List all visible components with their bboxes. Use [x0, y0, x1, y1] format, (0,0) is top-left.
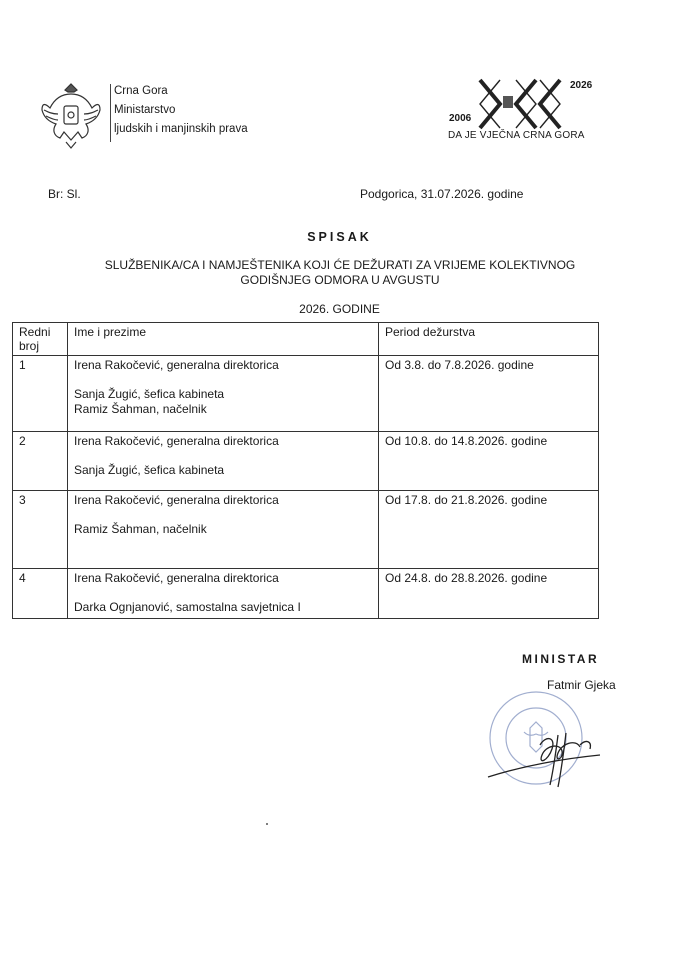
- document-year: 2026. GODINE: [299, 302, 380, 316]
- row-period: Od 24.8. do 28.8.2026. godine: [379, 569, 599, 619]
- staff-name: Ramiz Šahman, načelnik: [74, 522, 207, 536]
- row-number: 2: [13, 432, 68, 491]
- row-period: Od 10.8. do 14.8.2026. godine: [379, 432, 599, 491]
- table-row: [13, 569, 599, 619]
- staff-name: Sanja Žugić, šefica kabineta: [74, 463, 225, 477]
- staff-name: Irena Rakočević, generalna direktorica: [74, 571, 279, 585]
- row-names: [68, 356, 379, 432]
- table-row: [13, 432, 599, 491]
- column-header-name: Ime i prezime: [68, 323, 379, 356]
- row-period: Od 3.8. do 7.8.2026. godine: [379, 356, 599, 432]
- document-subtitle: [40, 258, 640, 288]
- staff-name: Sanja Žugić, šefica kabineta: [74, 387, 225, 401]
- row-number: 4: [13, 569, 68, 619]
- document-reference: Br: Sl.: [48, 187, 81, 201]
- table-row: [13, 491, 599, 569]
- ministry-line-country: Crna Gora: [114, 85, 168, 97]
- document-title: SPISAK: [307, 230, 372, 244]
- row-number: 1: [13, 356, 68, 432]
- row-names: [68, 432, 379, 491]
- staff-name: Irena Rakočević, generalna direktorica: [74, 434, 279, 448]
- table-header-row: [13, 323, 599, 356]
- jubilee-year-start: 2006: [449, 113, 472, 124]
- jubilee-motto: DA JE VJEČNA CRNA GORA: [448, 130, 585, 141]
- ministry-line-department: ljudskih i manjinskih prava: [114, 123, 248, 135]
- staff-name: Darka Ognjanović, samostalna savjetnica I: [74, 600, 301, 614]
- duty-schedule-table: [12, 322, 599, 619]
- ministry-line-ministry: Ministarstvo: [114, 104, 176, 116]
- staff-name: Ramiz Šahman, načelnik: [74, 402, 207, 416]
- row-names: [68, 491, 379, 569]
- place-and-date: Podgorica, 31.07.2026. godine: [360, 187, 524, 201]
- montenegro-coat-of-arms-icon: [40, 80, 102, 150]
- row-period: Od 17.8. do 21.8.2026. godine: [379, 491, 599, 569]
- row-names: [68, 569, 379, 619]
- header-divider: [110, 84, 111, 142]
- subtitle-line: GODIŠNJEG ODMORA U AVGUSTU: [240, 273, 440, 287]
- row-number: 3: [13, 491, 68, 569]
- column-header-number: Redni broj: [13, 323, 68, 356]
- subtitle-line: SLUŽBENIKA/CA I NAMJEŠTENIKA KOJI ĆE DEŽURATI ZA VRIJEME KOLEKTIVNOG: [104, 258, 576, 272]
- ministry-name-block: [114, 82, 248, 139]
- staff-name: Irena Rakočević, generalna direktorica: [74, 358, 279, 372]
- staff-name: Irena Rakočević, generalna direktorica: [74, 493, 279, 507]
- scan-speck: [266, 823, 268, 825]
- table-row: [13, 356, 599, 432]
- jubilee-year-end: 2026: [570, 80, 593, 91]
- signatory-role: MINISTAR: [522, 652, 600, 666]
- column-header-period: Period dežurstva: [379, 323, 599, 356]
- handwritten-signature-icon: [480, 715, 620, 795]
- signatory-name: Fatmir Gjeka: [547, 678, 616, 692]
